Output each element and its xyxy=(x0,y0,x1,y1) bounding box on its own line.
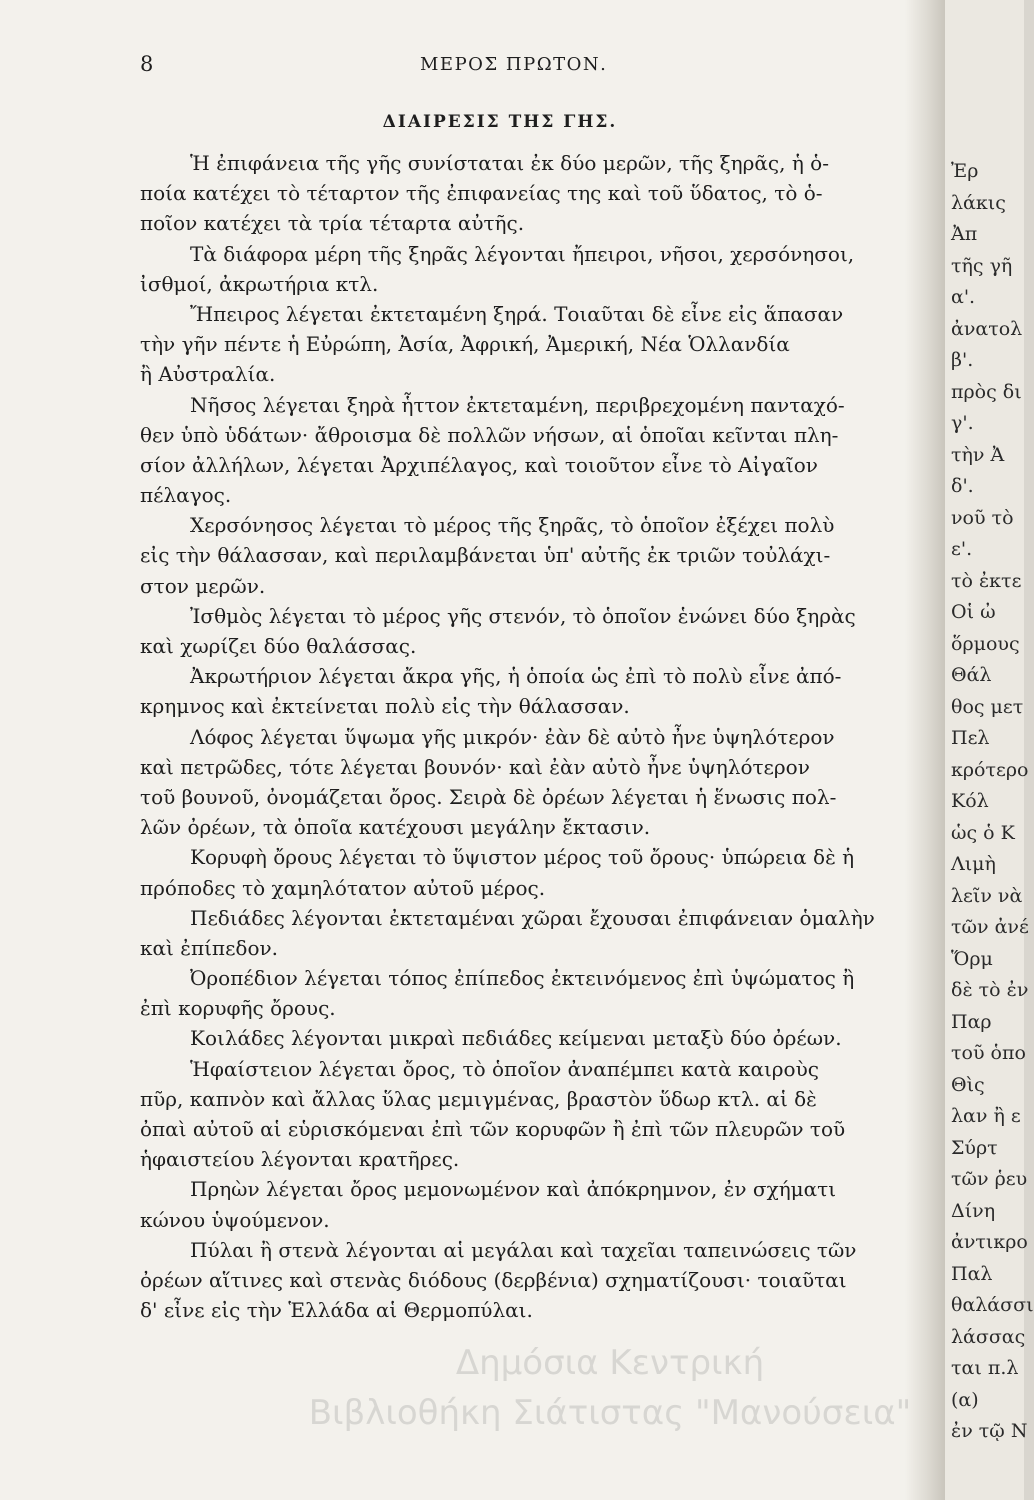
text-line: τὴν γῆν πέντε ἡ Εὐρώπη, Ἀσία, Ἀφρική, Ἀμερική, Νέα Ὁλλανδία xyxy=(140,332,790,357)
text-line: ὀρέων αἵτινες καὶ στενὰς διόδους (δερβένια) σχηματίζουσι· τοιαῦται xyxy=(140,1267,847,1292)
text-line: Ἰσθμὸς λέγεται τὸ μέρος γῆς στενόν, τὸ ὁποῖον ἑνώνει δύο ξηρὰς xyxy=(190,603,856,628)
text-line: Ἡφαίστειον λέγεται ὄρος, τὸ ὁποῖον ἀναπέμπει κατὰ καιροὺς xyxy=(190,1056,819,1081)
adjacent-page-fragment: (α) xyxy=(951,1388,979,1411)
text-line: κρημνος καὶ ἐκτείνεται πολὺ εἰς τὴν θάλασσαν. xyxy=(140,694,630,719)
text-line: ἰσθμοί, ἀκρωτήρια κτλ. xyxy=(140,271,379,296)
adjacent-page-fragment: Κόλ xyxy=(951,790,989,812)
adjacent-page-fragment: θαλάσσι xyxy=(951,1294,1034,1316)
text-line: ὀπαὶ αὐτοῦ αἱ εὑρισκόμεναι ἐπὶ τῶν κορυφῶν ἢ ἐπὶ τῶν πλευρῶν τοῦ xyxy=(140,1117,846,1141)
adjacent-page-fragment: Θάλ xyxy=(951,664,992,686)
text-line: Ἤπειρος λέγεται ἐκτεταμένη ξηρά. Τοιαῦται δὲ εἶνε εἰς ἅπασαν xyxy=(190,301,844,326)
text-line: καὶ χωρίζει δύο θαλάσσας. xyxy=(140,634,417,658)
adjacent-page-fragment: Παλ xyxy=(951,1262,993,1285)
library-watermark-line2: Βιβλιοθήκη Σιάτιστας "Μανούσεια" xyxy=(308,1393,912,1433)
text-line: Κορυφὴ ὄρους λέγεται τὸ ὕψιστον μέρος τοῦ ὄρους· ὑπώρεια δὲ ἡ xyxy=(190,845,855,870)
text-line: Κοιλάδες λέγονται μικραὶ πεδιάδες κείμεναι μεταξὺ δύο ὀρέων. xyxy=(190,1026,842,1051)
adjacent-page-fragment: τὸ ἐκτε xyxy=(951,569,1022,592)
adjacent-page-fragment: Ἀπ xyxy=(951,223,978,245)
text-line: Πρηὼν λέγεται ὄρος μεμονωμένον καὶ ἀπόκρημνον, ἐν σχήματι xyxy=(190,1177,837,1202)
adjacent-page-fragment: γ'. xyxy=(951,412,974,434)
text-line: πῦρ, καπνὸν καὶ ἄλλας ὕλας μεμιγμένας, βραστὸν ὕδωρ κτλ. αἱ δὲ xyxy=(140,1086,817,1111)
page-header xyxy=(140,52,860,82)
adjacent-page-fragment: ε'. xyxy=(951,538,973,560)
adjacent-page-fragment: λεῖν νὰ xyxy=(951,884,1023,907)
text-line: θεν ὑπὸ ὑδάτων· ἄθροισμα δὲ πολλῶν νήσων, αἱ ὁποῖαι κεῖνται πλη- xyxy=(140,422,839,447)
adjacent-page-fragment: Παρ xyxy=(951,1010,992,1033)
adjacent-page-fragment: λάκις xyxy=(951,191,1006,214)
section-title: ΔΙΑΙΡΕΣΙΣ ΤΗΣ ΓΗΣ. xyxy=(382,112,618,132)
text-line: Ὀροπέδιον λέγεται τόπος ἐπίπεδος ἐκτεινόμενος ἐπὶ ὑψώματος ἢ xyxy=(190,966,855,991)
book-gutter xyxy=(905,0,945,1500)
text-line: εἰς τὴν θάλασσαν, καὶ περιλαμβάνεται ὑπ' αὐτῆς ἐκ τριῶν τοὐλάχι- xyxy=(140,543,831,568)
adjacent-page-fragment: Πελ xyxy=(951,727,990,749)
adjacent-page-fragment: τῆς γῆ xyxy=(951,254,1013,277)
text-line: καὶ ἐπίπεδον. xyxy=(140,935,279,960)
adjacent-page-strip xyxy=(945,0,1034,1500)
text-line: καὶ πετρῶδες, τότε λέγεται βουνόν· καὶ ἐὰν αὐτὸ ἦνε ὑψηλότερον xyxy=(140,754,810,779)
adjacent-page-fragment: λάσσας xyxy=(951,1325,1026,1348)
text-line: Πεδιάδες λέγονται ἐκτεταμέναι χῶραι ἔχουσαι ἐπιφάνειαν ὁμαλὴν xyxy=(190,905,875,930)
text-line: ἢ Αὐστραλία. xyxy=(140,362,276,387)
adjacent-page-fragment: Σύρτ xyxy=(951,1136,998,1159)
adjacent-page-fragment: λαν ἢ ε xyxy=(951,1105,1021,1127)
page-number: 8 xyxy=(140,52,154,76)
text-line: Ἀκρωτήριον λέγεται ἄκρα γῆς, ἡ ὁποία ὡς ἐπὶ τὸ πολὺ εἶνε ἀπό- xyxy=(190,664,842,689)
adjacent-page-fragment: Θὶς xyxy=(951,1073,985,1096)
text-line: ποῖον κατέχει τὰ τρία τέταρτα αὐτῆς. xyxy=(140,211,525,236)
adjacent-page-fragment: τὴν Ἀ xyxy=(951,443,1005,466)
adjacent-page-fragment: ται π.λ xyxy=(951,1357,1019,1379)
text-line: Πύλαι ἢ στενὰ λέγονται αἱ μεγάλαι καὶ ταχεῖαι ταπεινώσεις τῶν xyxy=(190,1237,857,1262)
text-line: δ' εἶνε εἰς τὴν Ἑλλάδα αἱ Θερμοπύλαι. xyxy=(140,1298,533,1323)
text-line: σίον ἀλλήλων, λέγεται Ἀρχιπέλαγος, καὶ τοιοῦτον εἶνε τὸ Αἰγαῖον xyxy=(140,452,818,477)
adjacent-page-fragment: Ἐρ xyxy=(951,160,979,182)
adjacent-page-fragment: ἀνατολ xyxy=(951,317,1023,340)
text-line: λῶν ὀρέων, τὰ ὁποῖα κατέχουσι μεγάλην ἔκτασιν. xyxy=(140,815,651,840)
text-line: Λόφος λέγεται ὕψωμα γῆς μικρόν· ἐὰν δὲ αὐτὸ ἦνε ὑψηλότερον xyxy=(190,724,835,749)
text-line: Νῆσος λέγεται ξηρὰ ἧττον ἐκτεταμένη, περιβρεχομένη πανταχό- xyxy=(190,392,845,417)
adjacent-page-fragment: κρότερο xyxy=(951,758,1029,781)
adjacent-page-fragment: δὲ τὸ ἐν xyxy=(951,979,1029,1001)
adjacent-page-fragment: Λιμὴ xyxy=(951,853,996,875)
adjacent-page-fragment: Δίνη xyxy=(951,1199,996,1222)
body-text xyxy=(140,148,880,1325)
text-line: ἡφαιστείου λέγονται κρατῆρες. xyxy=(140,1147,460,1172)
adjacent-page-fragment: ἀντικρο xyxy=(951,1231,1028,1253)
running-head: ΜΕΡΟΣ ΠΡΩΤΟΝ. xyxy=(420,54,608,75)
adjacent-page-fragment: δ'. xyxy=(951,475,974,497)
text-line: Ἡ ἐπιφάνεια τῆς γῆς συνίσταται ἐκ δύο μερῶν, τῆς ξηρᾶς, ἡ ὁ- xyxy=(190,151,829,175)
text-line: Χερσόνησος λέγεται τὸ μέρος τῆς ξηρᾶς, τὸ ὁποῖον ἐξέχει πολὺ xyxy=(190,513,835,538)
adjacent-page-fragment: ἐν τῷ Ν xyxy=(951,1420,1028,1442)
text-line: πέλαγος. xyxy=(140,483,232,508)
adjacent-page-fragment: νοῦ τὸ xyxy=(951,506,1014,529)
text-line: τοῦ βουνοῦ, ὀνομάζεται ὄρος. Σειρὰ δὲ ὀρέων λέγεται ἡ ἕνωσις πολ- xyxy=(140,784,837,809)
text-line: κώνου ὑψούμενον. xyxy=(140,1207,330,1232)
text-line: ποία κατέχει τὸ τέταρτον τῆς ἐπιφανείας της καὶ τοῦ ὕδατος, τὸ ὁ- xyxy=(140,181,823,206)
adjacent-page-fragment: Ὅρμ xyxy=(951,947,993,970)
adjacent-page-fragment: τοῦ ὁπο xyxy=(951,1042,1026,1064)
adjacent-page-fragment: α'. xyxy=(951,286,976,308)
adjacent-page-fragment: πρὸς δι xyxy=(951,380,1022,403)
text-line: ἐπὶ κορυφῆς ὄρους. xyxy=(140,996,336,1021)
library-watermark-line1: Δημόσια Κεντρική xyxy=(455,1343,765,1383)
text-line: Τὰ διάφορα μέρη τῆς ξηρᾶς λέγονται ἤπειροι, νῆσοι, χερσόνησοι, xyxy=(190,241,855,266)
adjacent-page-fragment: β'. xyxy=(951,349,974,371)
text-line: στον μερῶν. xyxy=(140,573,266,598)
text-line: πρόποδες τὸ χαμηλότατον αὐτοῦ μέρος. xyxy=(140,875,546,900)
adjacent-page-fragment: ὅρμους xyxy=(951,632,1020,655)
adjacent-page-fragment: Οἱ ὠ xyxy=(951,601,996,623)
adjacent-page-fragment: ὡς ὁ Κ xyxy=(951,821,1015,844)
adjacent-page-fragment: τῶν ἀνέ xyxy=(951,916,1029,938)
adjacent-page-fragment: θος μετ xyxy=(951,695,1024,718)
adjacent-page-fragment: τῶν ῥευ xyxy=(951,1168,1028,1190)
